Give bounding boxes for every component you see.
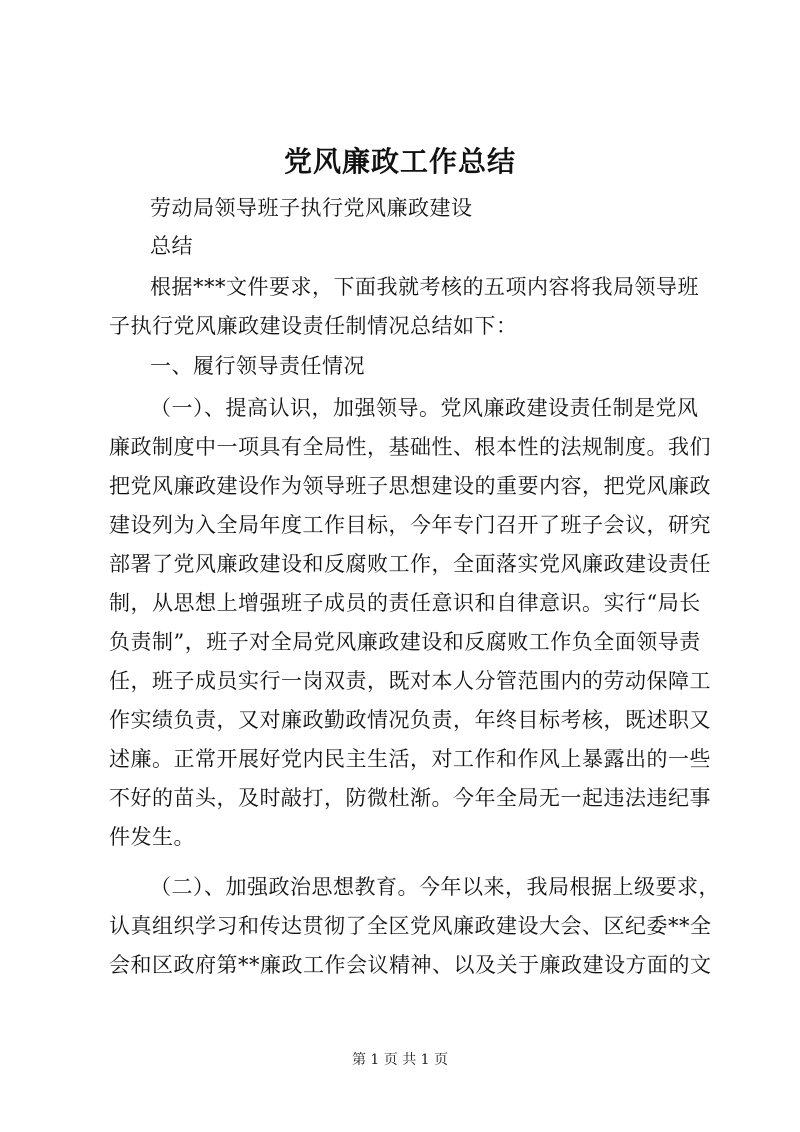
paragraph1-line: 廉政制度中一项具有全局性，基础性、根本性的法规制度。我们 [109, 435, 711, 459]
intro-line-1: 根据***文件要求，下面我就考核的五项内容将我局领导班 [150, 275, 699, 299]
paragraph2-line: 会和区政府第**廉政工作会议精神、以及关于廉政建设方面的文 [109, 953, 712, 977]
paragraph1-line: 任，班子成员实行一岗双责，既对本人分管范围内的劳动保障工 [109, 669, 711, 693]
subtitle-line-1: 劳动局领导班子执行党风廉政建设 [150, 196, 473, 220]
paragraph1-line: 负责制”，班子对全局党风廉政建设和反腐败工作负全面领导责 [109, 630, 701, 654]
paragraph1-line: 部署了党风廉政建设和反腐败工作，全面落实党风廉政建设责任 [109, 552, 711, 576]
page-number: 第 1 页 共 1 页 [351, 1052, 449, 1068]
paragraph1-line: （一）、提高认识，加强领导。党风廉政建设责任制是党风 [150, 396, 699, 420]
paragraph1-line: 述廉。正常开展好党内民主生活，对工作和作风上暴露出的一些 [109, 747, 711, 771]
paragraph1-line: 把党风廉政建设作为领导班子思想建设的重要内容，把党风廉政 [109, 474, 711, 498]
paragraph2-line: （二）、加强政治思想教育。今年以来，我局根据上级要求， [150, 875, 720, 899]
paragraph1-line: 作实绩负责，又对廉政勤政情况负责，年终目标考核，既述职又 [109, 708, 711, 732]
paragraph1-line: 件发生。 [109, 825, 195, 849]
subtitle-line-2: 总结 [150, 234, 193, 258]
paragraph2-line: 认真组织学习和传达贯彻了全区党风廉政建设大会、区纪委**全 [109, 914, 712, 938]
document-title: 党风廉政工作总结 [283, 145, 516, 178]
section1-heading: 一、履行领导责任情况 [150, 354, 365, 378]
paragraph1-line: 制，从思想上增强班子成员的责任意识和自律意识。实行“局长 [109, 591, 701, 615]
paragraph1-line: 建设列为入全局年度工作目标，今年专门召开了班子会议，研究 [109, 513, 711, 537]
intro-line-2: 子执行党风廉政建设责任制情况总结如下： [109, 314, 518, 338]
paragraph1-line: 不好的苗头，及时敲打，防微杜渐。今年全局无一起违法违纪事 [109, 786, 711, 810]
